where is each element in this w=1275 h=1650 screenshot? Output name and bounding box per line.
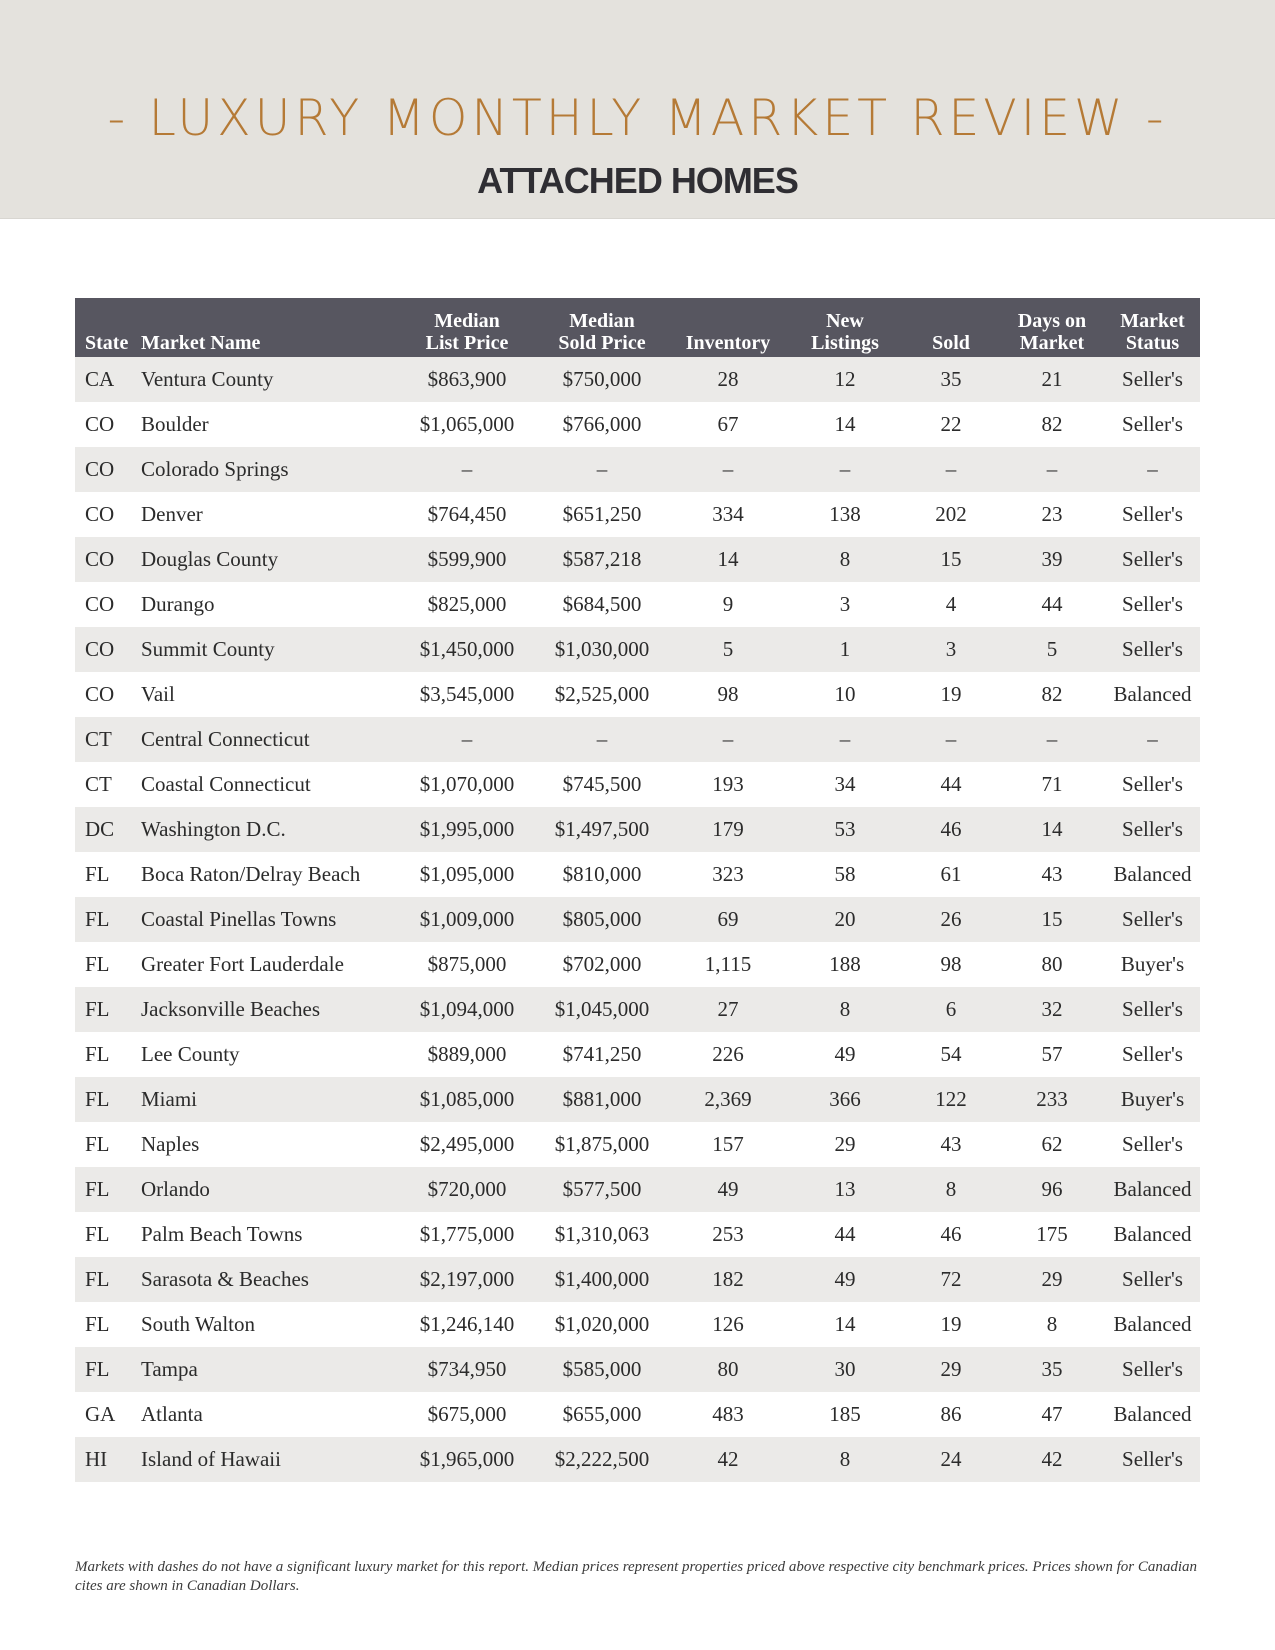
cell-inventory: 67 xyxy=(669,402,787,447)
cell-state: DC xyxy=(75,807,141,852)
cell-days-on-market: 15 xyxy=(999,897,1105,942)
table-row xyxy=(75,357,1200,402)
cell-days-on-market: 80 xyxy=(999,942,1105,987)
cell-new-listings: 1 xyxy=(787,627,903,672)
cell-market-name: Coastal Connecticut xyxy=(141,762,399,807)
cell-market-name: South Walton xyxy=(141,1302,399,1347)
cell-market-name: Orlando xyxy=(141,1167,399,1212)
cell-market-status: Balanced xyxy=(1105,1167,1200,1212)
cell-market-name: Coastal Pinellas Towns xyxy=(141,897,399,942)
cell-market-status: – xyxy=(1105,447,1200,492)
table-row xyxy=(75,1437,1200,1482)
cell-median-sold-price: $810,000 xyxy=(535,852,669,897)
cell-market-status: Buyer's xyxy=(1105,1077,1200,1122)
cell-state: CO xyxy=(75,402,141,447)
cell-new-listings: 44 xyxy=(787,1212,903,1257)
cell-state: CO xyxy=(75,672,141,717)
cell-days-on-market: 29 xyxy=(999,1257,1105,1302)
cell-sold: 4 xyxy=(903,582,999,627)
cell-new-listings: 49 xyxy=(787,1257,903,1302)
table-row xyxy=(75,627,1200,672)
cell-inventory: 126 xyxy=(669,1302,787,1347)
column-header-line2: Sold xyxy=(932,332,970,354)
cell-new-listings: 8 xyxy=(787,537,903,582)
cell-state: CT xyxy=(75,762,141,807)
cell-inventory: 28 xyxy=(669,357,787,402)
column-header-line1: Market xyxy=(1120,310,1185,332)
cell-market-status: Balanced xyxy=(1105,1212,1200,1257)
cell-market-status: Seller's xyxy=(1105,582,1200,627)
cell-market-status: Balanced xyxy=(1105,1392,1200,1437)
cell-inventory: 226 xyxy=(669,1032,787,1077)
cell-sold: 35 xyxy=(903,357,999,402)
table-header-row xyxy=(75,298,1200,357)
cell-inventory: 80 xyxy=(669,1347,787,1392)
cell-market-name: Central Connecticut xyxy=(141,717,399,762)
cell-new-listings: 58 xyxy=(787,852,903,897)
cell-new-listings: 12 xyxy=(787,357,903,402)
cell-market-name: Palm Beach Towns xyxy=(141,1212,399,1257)
cell-median-list-price: $2,197,000 xyxy=(399,1257,535,1302)
cell-market-status: Balanced xyxy=(1105,1302,1200,1347)
table-row xyxy=(75,402,1200,447)
column-header-line1: Median xyxy=(569,310,635,332)
cell-days-on-market: 44 xyxy=(999,582,1105,627)
cell-sold: – xyxy=(903,717,999,762)
cell-median-sold-price: $585,000 xyxy=(535,1347,669,1392)
cell-sold: 6 xyxy=(903,987,999,1032)
cell-median-sold-price: $2,525,000 xyxy=(535,672,669,717)
cell-market-name: Durango xyxy=(141,582,399,627)
column-header-median-list-price xyxy=(399,298,535,357)
table-row xyxy=(75,492,1200,537)
cell-days-on-market: 32 xyxy=(999,987,1105,1032)
table-row xyxy=(75,447,1200,492)
column-header-inventory xyxy=(669,298,787,357)
report-title: - LUXURY MONTHLY MARKET REVIEW - xyxy=(107,89,1168,147)
cell-market-status: Seller's xyxy=(1105,897,1200,942)
column-header-line2: Market Name xyxy=(141,332,261,354)
cell-market-name: Lee County xyxy=(141,1032,399,1077)
cell-median-sold-price: $577,500 xyxy=(535,1167,669,1212)
cell-sold: 8 xyxy=(903,1167,999,1212)
cell-days-on-market: 233 xyxy=(999,1077,1105,1122)
table-row xyxy=(75,1302,1200,1347)
cell-market-name: Ventura County xyxy=(141,357,399,402)
cell-state: FL xyxy=(75,1122,141,1167)
cell-market-name: Colorado Springs xyxy=(141,447,399,492)
table-row xyxy=(75,807,1200,852)
cell-days-on-market: 47 xyxy=(999,1392,1105,1437)
cell-market-name: Jacksonville Beaches xyxy=(141,987,399,1032)
cell-inventory: 182 xyxy=(669,1257,787,1302)
cell-sold: 202 xyxy=(903,492,999,537)
cell-days-on-market: 43 xyxy=(999,852,1105,897)
cell-days-on-market: 14 xyxy=(999,807,1105,852)
cell-median-sold-price: $651,250 xyxy=(535,492,669,537)
cell-median-list-price: $1,009,000 xyxy=(399,897,535,942)
cell-market-status: Seller's xyxy=(1105,627,1200,672)
table-row xyxy=(75,1212,1200,1257)
column-header-line2: Market xyxy=(1019,332,1085,354)
cell-new-listings: 138 xyxy=(787,492,903,537)
cell-days-on-market: 42 xyxy=(999,1437,1105,1482)
cell-days-on-market: 62 xyxy=(999,1122,1105,1167)
cell-median-list-price: $599,900 xyxy=(399,537,535,582)
column-header-line1: Days on xyxy=(1017,310,1087,332)
cell-median-list-price: $1,094,000 xyxy=(399,987,535,1032)
table-row xyxy=(75,1077,1200,1122)
cell-new-listings: 3 xyxy=(787,582,903,627)
cell-sold: 86 xyxy=(903,1392,999,1437)
cell-inventory: 98 xyxy=(669,672,787,717)
cell-new-listings: 188 xyxy=(787,942,903,987)
cell-market-name: Miami xyxy=(141,1077,399,1122)
column-header-line2: Sold Price xyxy=(558,332,646,354)
cell-market-status: Balanced xyxy=(1105,852,1200,897)
cell-median-list-price: $1,065,000 xyxy=(399,402,535,447)
cell-median-sold-price: $684,500 xyxy=(535,582,669,627)
cell-days-on-market: 82 xyxy=(999,402,1105,447)
cell-market-status: Balanced xyxy=(1105,672,1200,717)
cell-median-list-price: $889,000 xyxy=(399,1032,535,1077)
cell-market-status: – xyxy=(1105,717,1200,762)
cell-median-list-price: $1,450,000 xyxy=(399,627,535,672)
cell-inventory: 334 xyxy=(669,492,787,537)
cell-market-name: Washington D.C. xyxy=(141,807,399,852)
cell-market-status: Buyer's xyxy=(1105,942,1200,987)
column-header-market-name xyxy=(141,298,399,357)
table-row xyxy=(75,717,1200,762)
cell-median-sold-price: $741,250 xyxy=(535,1032,669,1077)
cell-inventory: 2,369 xyxy=(669,1077,787,1122)
cell-new-listings: 8 xyxy=(787,1437,903,1482)
cell-inventory: 49 xyxy=(669,1167,787,1212)
column-header-market-status xyxy=(1105,298,1200,357)
cell-days-on-market: 71 xyxy=(999,762,1105,807)
cell-new-listings: 14 xyxy=(787,1302,903,1347)
cell-state: GA xyxy=(75,1392,141,1437)
cell-median-list-price: $1,775,000 xyxy=(399,1212,535,1257)
cell-market-status: Seller's xyxy=(1105,987,1200,1032)
cell-median-sold-price: – xyxy=(535,447,669,492)
cell-state: CO xyxy=(75,627,141,672)
column-header-line1 xyxy=(669,310,787,332)
cell-market-status: Seller's xyxy=(1105,1122,1200,1167)
cell-new-listings: 8 xyxy=(787,987,903,1032)
cell-days-on-market: – xyxy=(999,717,1105,762)
table-row xyxy=(75,852,1200,897)
table-row xyxy=(75,1032,1200,1077)
cell-median-list-price: – xyxy=(399,447,535,492)
header-banner xyxy=(0,0,1275,219)
cell-market-status: Seller's xyxy=(1105,762,1200,807)
cell-sold: 3 xyxy=(903,627,999,672)
cell-state: CO xyxy=(75,492,141,537)
cell-market-name: Boca Raton/Delray Beach xyxy=(141,852,399,897)
table-row xyxy=(75,897,1200,942)
cell-median-sold-price: $745,500 xyxy=(535,762,669,807)
cell-market-name: Boulder xyxy=(141,402,399,447)
cell-market-status: Seller's xyxy=(1105,492,1200,537)
column-header-line1 xyxy=(903,310,999,332)
table-row xyxy=(75,1122,1200,1167)
cell-new-listings: – xyxy=(787,447,903,492)
cell-median-sold-price: $2,222,500 xyxy=(535,1437,669,1482)
cell-new-listings: 30 xyxy=(787,1347,903,1392)
cell-median-list-price: $1,070,000 xyxy=(399,762,535,807)
cell-state: FL xyxy=(75,1347,141,1392)
cell-inventory: 157 xyxy=(669,1122,787,1167)
cell-days-on-market: 21 xyxy=(999,357,1105,402)
cell-median-sold-price: $1,030,000 xyxy=(535,627,669,672)
cell-sold: 44 xyxy=(903,762,999,807)
cell-sold: 26 xyxy=(903,897,999,942)
cell-state: FL xyxy=(75,987,141,1032)
cell-median-sold-price: $1,497,500 xyxy=(535,807,669,852)
cell-sold: 29 xyxy=(903,1347,999,1392)
cell-median-sold-price: $1,310,063 xyxy=(535,1212,669,1257)
cell-sold: 46 xyxy=(903,1212,999,1257)
market-table xyxy=(75,298,1200,1482)
table-row xyxy=(75,582,1200,627)
cell-median-sold-price: $1,020,000 xyxy=(535,1302,669,1347)
cell-days-on-market: 35 xyxy=(999,1347,1105,1392)
cell-new-listings: 185 xyxy=(787,1392,903,1437)
table-row xyxy=(75,762,1200,807)
cell-sold: 46 xyxy=(903,807,999,852)
cell-new-listings: 20 xyxy=(787,897,903,942)
cell-inventory: 323 xyxy=(669,852,787,897)
cell-market-status: Seller's xyxy=(1105,1437,1200,1482)
cell-median-list-price: $3,545,000 xyxy=(399,672,535,717)
cell-market-status: Seller's xyxy=(1105,402,1200,447)
cell-days-on-market: 57 xyxy=(999,1032,1105,1077)
table-row xyxy=(75,1347,1200,1392)
cell-market-status: Seller's xyxy=(1105,1032,1200,1077)
cell-median-list-price: $1,995,000 xyxy=(399,807,535,852)
cell-inventory: 9 xyxy=(669,582,787,627)
cell-days-on-market: 96 xyxy=(999,1167,1105,1212)
cell-median-sold-price: $587,218 xyxy=(535,537,669,582)
cell-median-list-price: $764,450 xyxy=(399,492,535,537)
cell-days-on-market: 82 xyxy=(999,672,1105,717)
cell-market-name: Atlanta xyxy=(141,1392,399,1437)
cell-state: FL xyxy=(75,1077,141,1122)
cell-median-list-price: $734,950 xyxy=(399,1347,535,1392)
cell-median-list-price: $825,000 xyxy=(399,582,535,627)
cell-market-name: Vail xyxy=(141,672,399,717)
column-header-median-sold-price xyxy=(535,298,669,357)
cell-median-list-price: – xyxy=(399,717,535,762)
report-subtitle: ATTACHED HOMES xyxy=(477,160,798,201)
cell-median-sold-price: $1,875,000 xyxy=(535,1122,669,1167)
cell-median-list-price: $2,495,000 xyxy=(399,1122,535,1167)
cell-new-listings: 10 xyxy=(787,672,903,717)
cell-state: FL xyxy=(75,1257,141,1302)
cell-inventory: 14 xyxy=(669,537,787,582)
cell-market-name: Sarasota & Beaches xyxy=(141,1257,399,1302)
cell-market-name: Island of Hawaii xyxy=(141,1437,399,1482)
cell-inventory: 69 xyxy=(669,897,787,942)
cell-state: FL xyxy=(75,1302,141,1347)
cell-state: FL xyxy=(75,942,141,987)
cell-sold: 22 xyxy=(903,402,999,447)
table-row xyxy=(75,987,1200,1032)
column-header-line2: State xyxy=(85,332,129,354)
cell-market-status: Seller's xyxy=(1105,1347,1200,1392)
cell-state: HI xyxy=(75,1437,141,1482)
cell-sold: – xyxy=(903,447,999,492)
cell-state: FL xyxy=(75,1032,141,1077)
column-header-line1 xyxy=(85,310,141,332)
cell-state: CT xyxy=(75,717,141,762)
cell-median-list-price: $863,900 xyxy=(399,357,535,402)
cell-new-listings: 13 xyxy=(787,1167,903,1212)
cell-market-status: Seller's xyxy=(1105,357,1200,402)
cell-median-sold-price: $1,400,000 xyxy=(535,1257,669,1302)
cell-market-name: Naples xyxy=(141,1122,399,1167)
cell-market-status: Seller's xyxy=(1105,537,1200,582)
cell-sold: 19 xyxy=(903,1302,999,1347)
cell-median-list-price: $875,000 xyxy=(399,942,535,987)
cell-sold: 24 xyxy=(903,1437,999,1482)
cell-days-on-market: 175 xyxy=(999,1212,1105,1257)
cell-state: CO xyxy=(75,537,141,582)
cell-market-status: Seller's xyxy=(1105,807,1200,852)
cell-sold: 43 xyxy=(903,1122,999,1167)
table-row xyxy=(75,1257,1200,1302)
table-row xyxy=(75,942,1200,987)
cell-median-list-price: $720,000 xyxy=(399,1167,535,1212)
cell-market-status: Seller's xyxy=(1105,1257,1200,1302)
cell-sold: 122 xyxy=(903,1077,999,1122)
column-header-sold xyxy=(903,298,999,357)
cell-state: CO xyxy=(75,447,141,492)
cell-new-listings: – xyxy=(787,717,903,762)
cell-state: CO xyxy=(75,582,141,627)
table-body xyxy=(75,357,1200,1482)
cell-new-listings: 29 xyxy=(787,1122,903,1167)
table-row xyxy=(75,537,1200,582)
cell-median-sold-price: $805,000 xyxy=(535,897,669,942)
cell-market-name: Greater Fort Lauderdale xyxy=(141,942,399,987)
cell-median-sold-price: $750,000 xyxy=(535,357,669,402)
cell-sold: 61 xyxy=(903,852,999,897)
cell-median-sold-price: $702,000 xyxy=(535,942,669,987)
cell-inventory: 1,115 xyxy=(669,942,787,987)
cell-new-listings: 34 xyxy=(787,762,903,807)
table-row xyxy=(75,672,1200,717)
cell-days-on-market: 5 xyxy=(999,627,1105,672)
cell-new-listings: 53 xyxy=(787,807,903,852)
column-header-line1 xyxy=(141,310,399,332)
cell-inventory: 483 xyxy=(669,1392,787,1437)
cell-median-sold-price: $766,000 xyxy=(535,402,669,447)
cell-median-list-price: $1,246,140 xyxy=(399,1302,535,1347)
cell-median-sold-price: $1,045,000 xyxy=(535,987,669,1032)
cell-sold: 98 xyxy=(903,942,999,987)
cell-median-sold-price: $881,000 xyxy=(535,1077,669,1122)
cell-inventory: 42 xyxy=(669,1437,787,1482)
cell-market-name: Summit County xyxy=(141,627,399,672)
cell-sold: 54 xyxy=(903,1032,999,1077)
cell-inventory: – xyxy=(669,717,787,762)
cell-median-list-price: $1,095,000 xyxy=(399,852,535,897)
cell-inventory: – xyxy=(669,447,787,492)
cell-market-name: Denver xyxy=(141,492,399,537)
cell-sold: 19 xyxy=(903,672,999,717)
cell-new-listings: 14 xyxy=(787,402,903,447)
column-header-line2: List Price xyxy=(425,332,509,354)
cell-sold: 72 xyxy=(903,1257,999,1302)
cell-inventory: 193 xyxy=(669,762,787,807)
column-header-state xyxy=(75,298,141,357)
column-header-line2: Inventory xyxy=(685,332,771,354)
column-header-line2: Status xyxy=(1125,332,1180,354)
cell-inventory: 179 xyxy=(669,807,787,852)
cell-inventory: 253 xyxy=(669,1212,787,1257)
cell-sold: 15 xyxy=(903,537,999,582)
cell-median-list-price: $675,000 xyxy=(399,1392,535,1437)
cell-days-on-market: 39 xyxy=(999,537,1105,582)
cell-median-list-price: $1,085,000 xyxy=(399,1077,535,1122)
cell-median-list-price: $1,965,000 xyxy=(399,1437,535,1482)
cell-market-name: Douglas County xyxy=(141,537,399,582)
column-header-line1: New xyxy=(826,310,864,332)
column-header-line2: Listings xyxy=(811,332,879,354)
column-header-days-on-market xyxy=(999,298,1105,357)
cell-state: FL xyxy=(75,1167,141,1212)
cell-new-listings: 49 xyxy=(787,1032,903,1077)
cell-state: FL xyxy=(75,1212,141,1257)
cell-market-name: Tampa xyxy=(141,1347,399,1392)
cell-new-listings: 366 xyxy=(787,1077,903,1122)
cell-inventory: 5 xyxy=(669,627,787,672)
table-row xyxy=(75,1167,1200,1212)
cell-state: FL xyxy=(75,897,141,942)
column-header-new-listings xyxy=(787,298,903,357)
cell-days-on-market: 23 xyxy=(999,492,1105,537)
cell-state: CA xyxy=(75,357,141,402)
table-row xyxy=(75,1392,1200,1437)
footnote: Markets with dashes do not have a significant luxury market for this report. Median prices represent properties priced above respective city benchmark prices. Prices shown for Canadian cites are shown in Canadian Dollars. xyxy=(75,1559,1198,1594)
cell-inventory: 27 xyxy=(669,987,787,1032)
cell-state: FL xyxy=(75,852,141,897)
cell-median-sold-price: $655,000 xyxy=(535,1392,669,1437)
cell-median-sold-price: – xyxy=(535,717,669,762)
cell-days-on-market: – xyxy=(999,447,1105,492)
cell-days-on-market: 8 xyxy=(999,1302,1105,1347)
column-header-line1: Median xyxy=(434,310,500,332)
